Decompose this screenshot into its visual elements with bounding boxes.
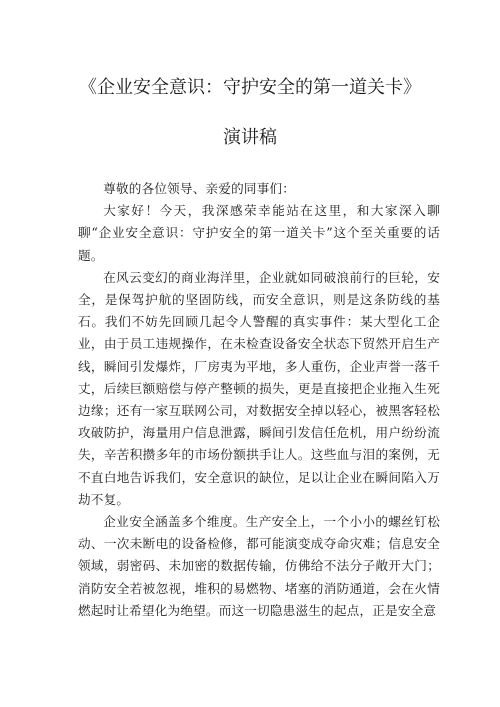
greeting: 尊敬的各位领导、亲爱的同事们：: [103, 181, 296, 196]
document-title: 《企业安全意识：守护安全的第一道关卡》: [79, 77, 421, 98]
paragraph-dimensions: 企业安全涵盖多个维度。生产安全上，一个小小的螺丝钉松动、一次未断电的设备检修，都可能演变成夺命灾难；信息安全领域，弱密码、未加密的数据传输，仿佛给不法分子敞开大门；消防安全若被忽视，堆积的易燃物、堵塞的消防通道，会在火情燃起时让希望化为绝望。而这一切隐患滋生的起点，正是安全意: [78, 514, 440, 618]
document-body: [78, 178, 440, 622]
paragraph-opening: 大家好！今天，我深感荣幸能站在这里，和大家深入聊聊“企业安全意识：守护安全的第一道关卡”这个至关重要的话题。: [78, 203, 440, 263]
paragraph-cases: 在风云变幻的商业海洋里，企业就如同破浪前行的巨轮，安全，是保驾护航的坚固防线，而安全意识，则是这条防线的基石。我们不妨先回顾几起令人警醒的真实事件：某大型化工企业，由于员工违规操作，在未检查设备安全状态下贸然开启生产线，瞬间引发爆炸，厂房夷为平地，多人重伤，企业声誉一落千丈，后续巨额赔偿与停产整顿的损失，更是直接把企业拖入生死边缘；还有一家互联网公司，对数据安全掉以轻心，被黑客轻松攻破防护，海量用户信息泄露，瞬间引发信任危机，用户纷纷流失，辛苦积攒多年的市场份额拱手让人。这些血与泪的案例，无不直白地告诉我们，安全意识的缺位，足以让企业在瞬间陷入万劫不复。: [78, 269, 440, 507]
document-subtitle: 演讲稿: [223, 127, 277, 148]
